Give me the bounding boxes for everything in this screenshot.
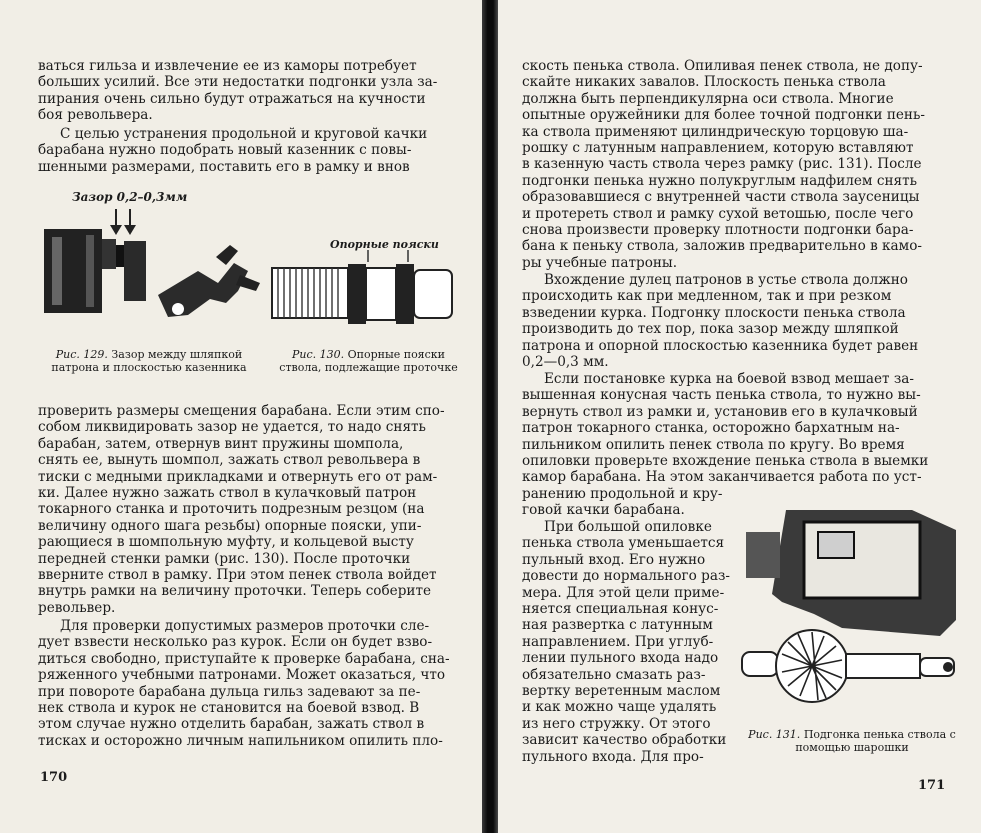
text-line: вертку веретенным маслом xyxy=(522,683,721,700)
text-line: ваться гильза и извлечение ее из каморы потребует xyxy=(38,58,417,74)
text-line: дует взвести несколько раз курок. Если он будет взво- xyxy=(38,634,433,651)
text-line: снова произвести проверку плотности подгонки бара- xyxy=(522,222,914,239)
text-line: из него стружку. От этого xyxy=(522,715,711,732)
text-line: токарного станка и проточить подрезным резцом (на xyxy=(38,501,425,518)
text-line: этом случае нужно отделить барабан, зажать ствол в xyxy=(38,716,425,733)
text-line: подгонки пенька нужно полукруглым надфилем снять xyxy=(522,172,918,189)
text-line: скайте никаких завалов. Плоскость пенька ствола xyxy=(522,74,886,91)
text-line: патрона и опорной плоскостью казенника будет равен xyxy=(522,337,919,354)
left-page-number: 170 xyxy=(40,770,68,785)
figure-130-label: Опорные пояски xyxy=(330,238,439,251)
text-line: камор барабана. На этом заканчивается работа по уст- xyxy=(522,469,922,486)
text-line: собом ликвидировать зазор не удается, то надо снять xyxy=(38,419,426,436)
text-line: пульный вход. Его нужно xyxy=(522,551,706,568)
figure-131-caption-text: Подгонка пенька ствола с помощью шарошки xyxy=(795,728,956,754)
figure-130-caption-text: Опорные пояски ствола, подлежащие проточке xyxy=(279,348,458,374)
text-line: лении пульного входа надо xyxy=(522,650,719,667)
figure-129-caption xyxy=(38,348,260,374)
text-line: няется специальная конус- xyxy=(522,601,719,618)
text-line: пульного входа. Для про- xyxy=(522,748,704,765)
right-page xyxy=(498,0,981,833)
text-line: патрон токарного станка, осторожно бархатным на- xyxy=(522,420,900,437)
text-line: говой качки барабана. xyxy=(522,502,685,519)
text-line: и протереть ствол и рамку сухой ветошью, после чего xyxy=(522,205,914,222)
figure-129-caption-number: Рис. 129. xyxy=(55,348,108,361)
text-line: больших усилий. Все эти недостатки подгонки узла за- xyxy=(38,74,438,91)
text-line: барабана нужно подобрать новый казенник с повы- xyxy=(38,142,412,159)
left-fourth-paragraph xyxy=(38,618,468,749)
text-line: Для проверки допустимых размеров проточки сле- xyxy=(60,618,430,634)
text-line: снять ее, вынуть шомпол, зажать ствол револьвера в xyxy=(38,452,421,469)
figure-129-caption-text: Зазор между шляпкой патрона и плоскостью казенника xyxy=(51,348,247,374)
gap-arrow-icon xyxy=(110,209,136,235)
text-line: зависит качество обработки xyxy=(522,732,727,749)
text-line: скость пенька ствола. Опиливая пенек ствола, не допу- xyxy=(522,58,923,74)
figure-131-drawing xyxy=(742,502,962,724)
support-rings-icon xyxy=(348,264,452,324)
text-line: довести до нормального раз- xyxy=(522,568,730,585)
text-line: должна быть перпендикулярна оси ствола. Многие xyxy=(522,90,894,107)
text-line: ная развертка с латунным xyxy=(522,617,713,634)
text-line: опиловки проверьте вхождение пенька ствола в выемки xyxy=(522,453,929,470)
text-line: ранению продольной и кру- xyxy=(522,485,723,502)
text-line: барабан, затем, отвернув винт пружины шомпола, xyxy=(38,435,404,452)
text-line: происходить как при медленном, так и при резком xyxy=(522,288,892,305)
text-line: пирания очень сильно будут отражаться на кучности xyxy=(38,90,426,107)
figure-130-caption-number: Рис. 130. xyxy=(291,348,345,361)
text-line: нек ствола и курок не становится на боевой взвод. В xyxy=(38,700,420,717)
text-line: Вхождение дулец патронов в устье ствола должно xyxy=(544,272,908,288)
text-line: проверить размеры смещения барабана. Если этим спо- xyxy=(38,403,445,419)
text-line: тиски с медными прикладками и отвернуть его от рам- xyxy=(38,468,438,485)
text-line: ры учебные патроны. xyxy=(522,254,678,271)
text-line: рающиеся в шомпольную муфту, и кольцевой высту xyxy=(38,534,414,551)
text-line: При большой опиловке xyxy=(544,519,712,535)
text-line: вверните ствол в рамку. При этом пенек ствола войдет xyxy=(38,567,437,584)
text-line: вышенная конусная часть пенька ствола, то нужно вы- xyxy=(522,387,921,404)
figure-129-label: Зазор 0,2–0,3мм xyxy=(72,190,188,204)
right-fourth-paragraph xyxy=(522,519,734,765)
figure-129-drawing xyxy=(38,205,268,345)
figure-130-caption xyxy=(276,348,461,374)
left-second-paragraph xyxy=(38,126,468,175)
left-page xyxy=(0,0,482,833)
text-line: в казенную часть ствола через рамку (рис. 131). После xyxy=(522,156,922,173)
text-line: шенными размерами, поставить его в рамку и внов xyxy=(38,158,410,175)
text-line: бана к пеньку ствола, заложив предварительно в камо- xyxy=(522,238,922,255)
text-line: при повороте барабана дульца гильз задевают за пе- xyxy=(38,683,421,700)
left-top-paragraph xyxy=(38,58,468,124)
text-line: обязательно смазать раз- xyxy=(522,666,706,683)
barrel-threaded-icon xyxy=(272,268,348,318)
book-spine xyxy=(482,0,498,833)
reamer-tool-icon xyxy=(742,630,954,702)
text-line: внутрь рамки на величину проточки. Теперь соберите xyxy=(38,583,432,600)
text-line: направлением. При углуб- xyxy=(522,633,714,650)
figure-131-caption-number: Рис. 131. xyxy=(748,728,801,741)
hammer-mechanism-icon xyxy=(158,245,260,317)
right-third-paragraph xyxy=(522,371,952,519)
figure-130-drawing xyxy=(268,248,468,338)
text-line: 0,2—0,3 мм. xyxy=(522,354,609,371)
text-line: револьвер. xyxy=(38,599,116,616)
text-line: тисках и осторожно личным напильником опилить пло- xyxy=(38,732,443,749)
left-third-paragraph xyxy=(38,403,468,616)
text-line: ряженного учебными патронами. Может оказаться, что xyxy=(38,667,446,684)
text-line: опытные оружейники для более точной подгонки пень- xyxy=(522,107,925,124)
text-line: ка ствола применяют цилиндрическую торцовую ша- xyxy=(522,123,909,140)
text-line: пенька ствола уменьшается xyxy=(522,535,725,552)
revolver-frame-icon xyxy=(746,510,956,636)
text-line: и как можно чаще удалять xyxy=(522,699,717,716)
guide-arrows-icon xyxy=(368,250,408,262)
text-line: диться свободно, приступайте к проверке барабана, сна- xyxy=(38,650,450,667)
cylinder-drum-icon xyxy=(44,229,116,313)
text-line: величину одного шага резьбы) опорные пояски, упи- xyxy=(38,517,422,534)
right-page-number: 171 xyxy=(918,778,946,793)
right-first-paragraph xyxy=(522,58,952,271)
right-second-paragraph xyxy=(522,272,952,370)
figure-131-caption xyxy=(742,728,962,754)
text-line: боя револьвера. xyxy=(38,107,153,124)
frame-block-icon xyxy=(116,241,146,301)
text-line: вернуть ствол из рамки и, установив его в кулачковый xyxy=(522,403,918,420)
text-line: рошку с латунным направлением, которую вставляют xyxy=(522,140,914,157)
text-line: производить до тех пор, пока зазор между шляпкой xyxy=(522,321,899,338)
text-line: пильником опилить пенек ствола по кругу. Во время xyxy=(522,436,905,453)
text-line: ки. Далее нужно зажать ствол в кулачковый патрон xyxy=(38,485,417,502)
text-line: мера. Для этой цели приме- xyxy=(522,584,725,601)
text-line: взведении курка. Подгонку плоскости пенька ствола xyxy=(522,304,906,321)
text-line: С целью устранения продольной и круговой качки xyxy=(60,126,428,142)
text-line: образовавшиеся с внутренней части ствола заусеницы xyxy=(522,189,920,206)
text-line: Если постановке курка на боевой взвод мешает за- xyxy=(544,371,914,387)
text-line: передней стенки рамки (рис. 130). После проточки xyxy=(38,550,411,567)
